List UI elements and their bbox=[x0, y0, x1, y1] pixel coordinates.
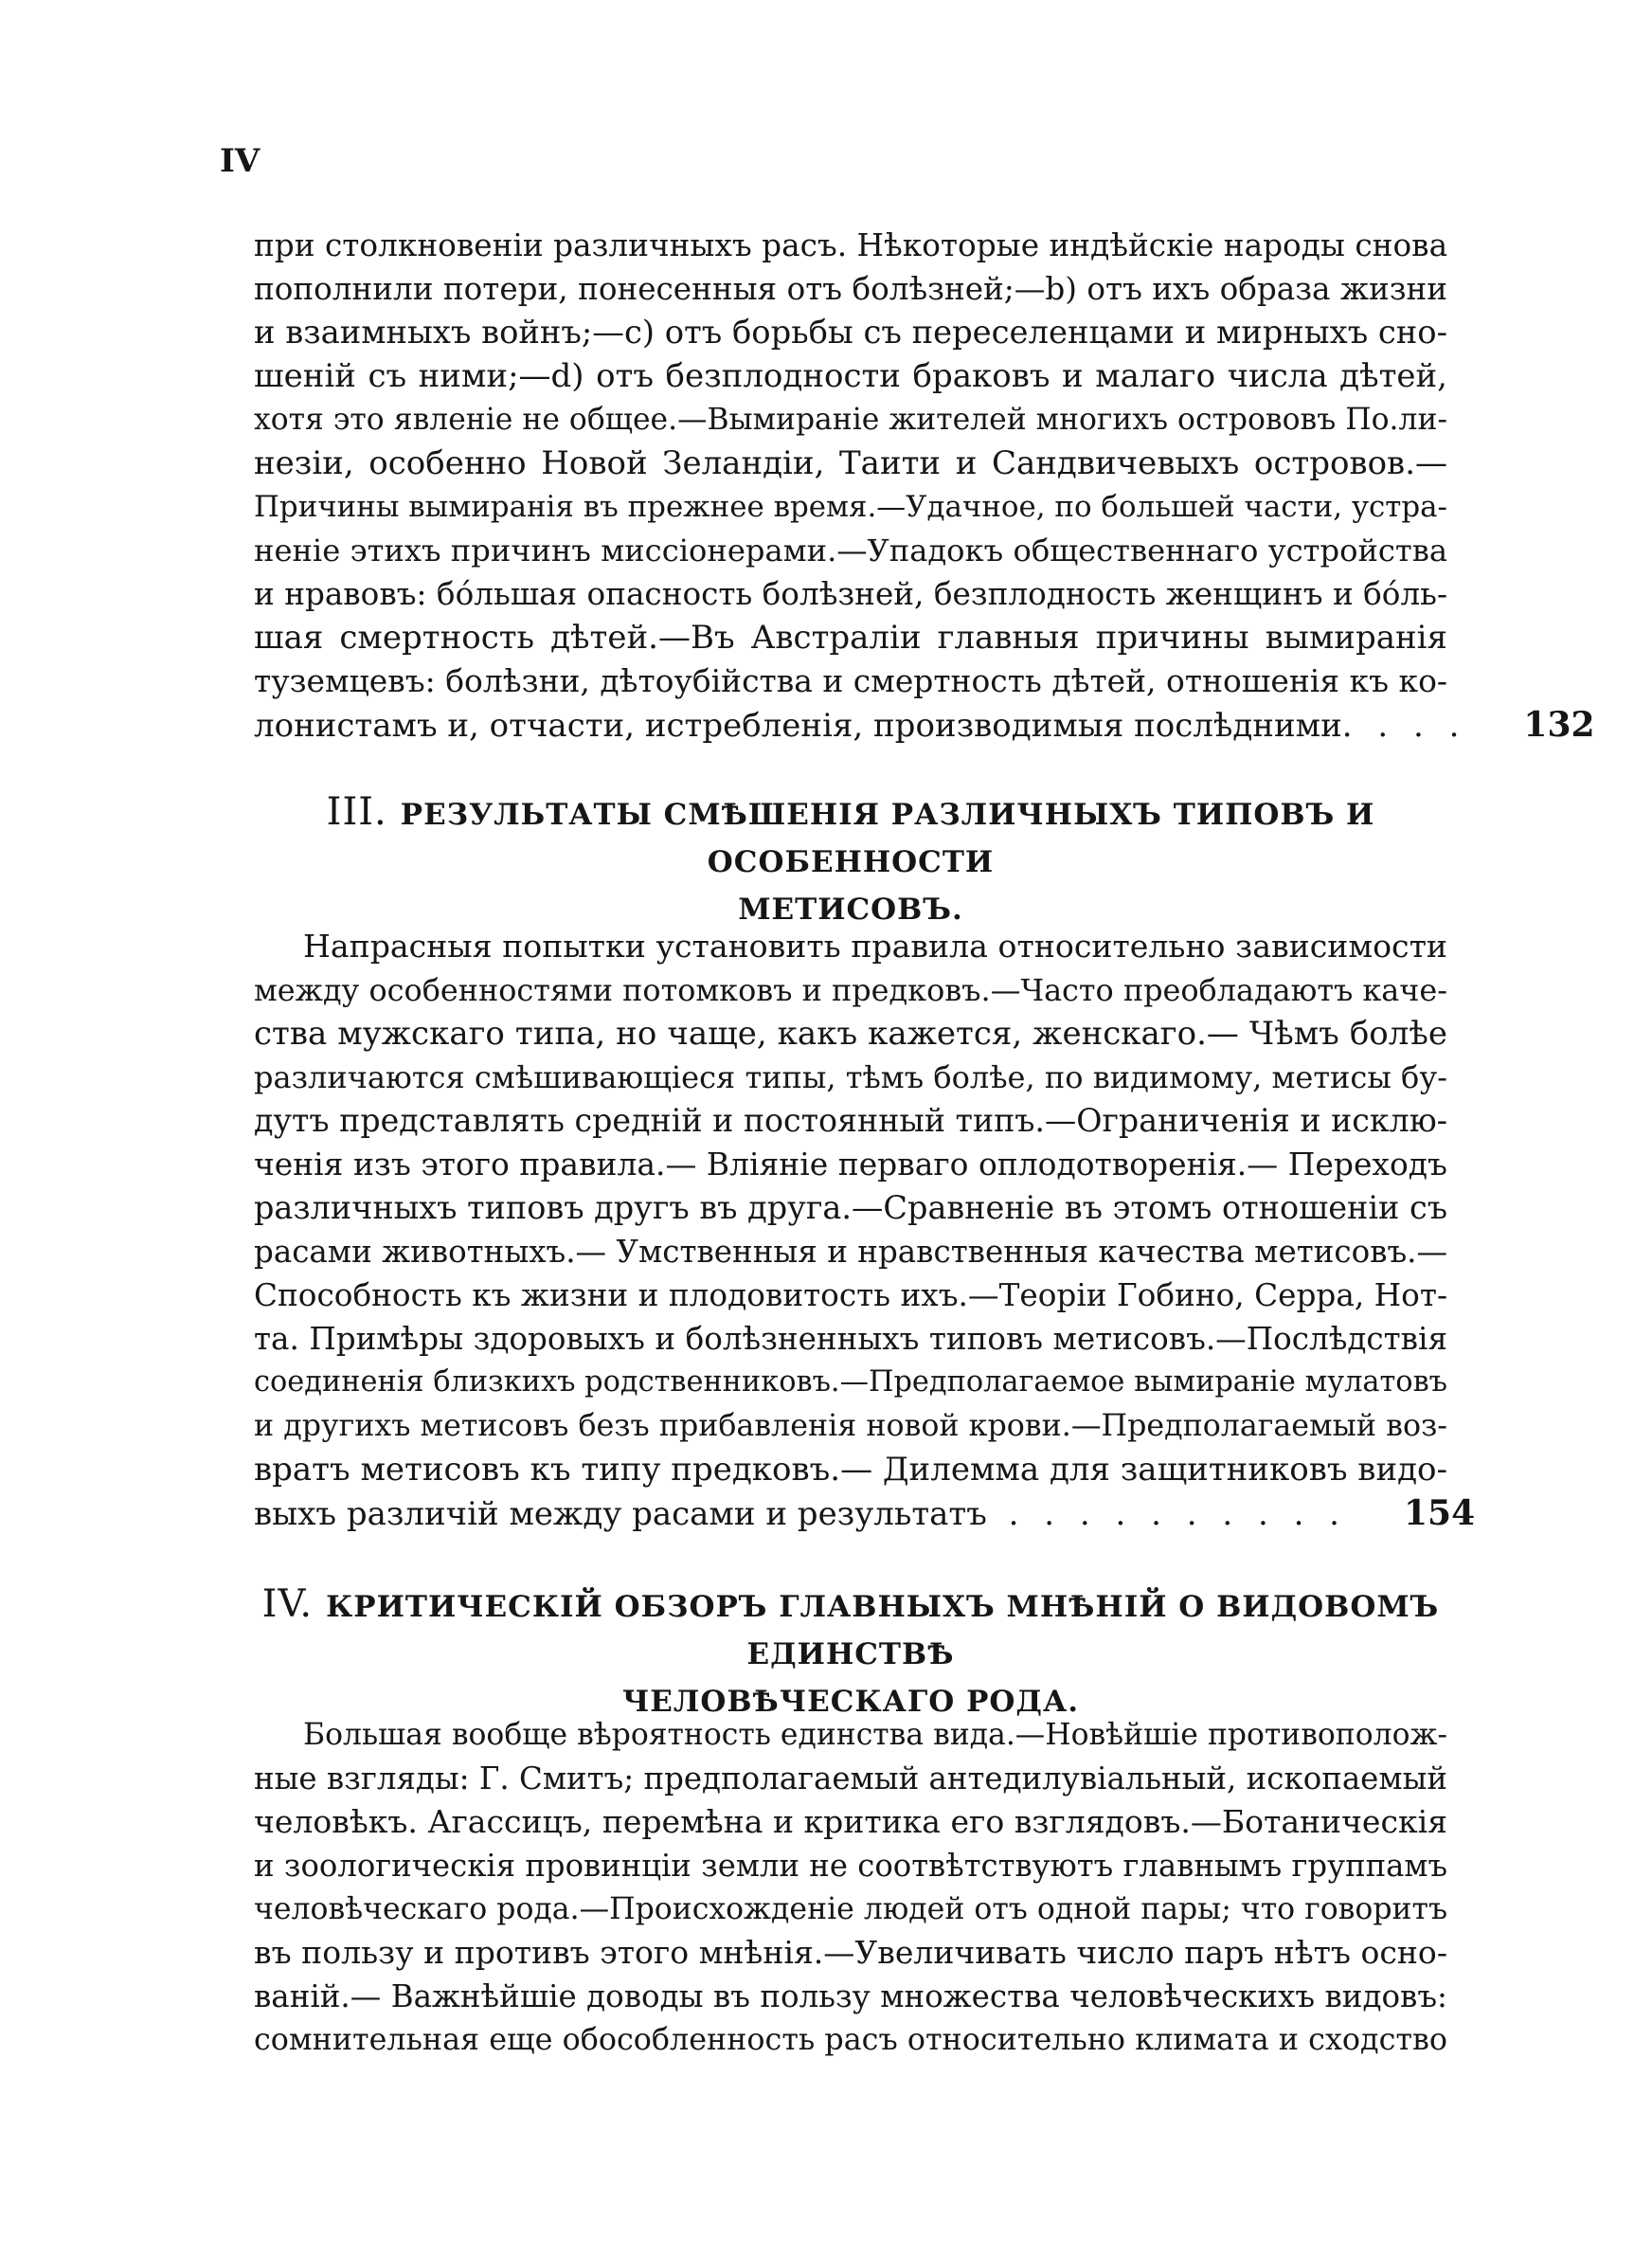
text-line: туземцевъ: болѣзни, дѣтоубійства и смертность дѣтей, отношенія къ ко- bbox=[254, 662, 1447, 699]
text-line: ные взгляды: Г. Смитъ; предполагаемый антедилувіальный, ископаемый bbox=[254, 1760, 1447, 1797]
text-line: неніе этихъ причинъ миссіонерами.—Упадокъ общественнаго устройства bbox=[254, 533, 1447, 569]
text-line: различныхъ типовъ другъ въ друга.—Сравненіе въ этомъ отношеніи съ bbox=[254, 1189, 1448, 1226]
text-line: между особенностями потомковъ и предковъ.—Часто преобладаютъ каче- bbox=[254, 972, 1447, 1008]
section-4-body bbox=[254, 1713, 1447, 2062]
text-line: хотя это явленіе не общее.—Вымираніе жителей многихъ острововъ По.ли- bbox=[254, 403, 1447, 437]
text-line: Напрасныя попытки установить правила относительно зависимости bbox=[303, 928, 1447, 965]
text-line: соединенія близкихъ родственниковъ.—Предполагаемое вымираніе мулатовъ bbox=[254, 1365, 1447, 1399]
leader-dots: . . . . . . . . . . bbox=[1008, 1495, 1347, 1533]
page-reference: 132 bbox=[1523, 705, 1595, 745]
section-numeral: III. bbox=[326, 790, 387, 834]
text-line: шая смертность дѣтей.—Въ Австраліи главныя причины вымиранія bbox=[254, 619, 1447, 657]
section-title-line: МЕТИСОВЪ. bbox=[738, 893, 963, 927]
text-line: человѣческаго рода.—Происхожденіе людей отъ одной пары; что говоритъ bbox=[254, 1892, 1447, 1926]
section-4-heading bbox=[254, 1580, 1447, 1725]
text-line: и нравовъ: бóльшая опасность болѣзней, безплодность женщинъ и бóль- bbox=[254, 576, 1447, 612]
text-line: лонистамъ и, отчасти, истребленія, производимыя послѣдними bbox=[254, 707, 1342, 745]
section-numeral: IV. bbox=[261, 1582, 314, 1626]
section-title-line: ЧЕЛОВѢЧЕСКАГО РОДА. bbox=[621, 1685, 1080, 1719]
text-line: та. Примѣры здоровыхъ и болѣзненныхъ типовъ метисовъ.—Послѣдствія bbox=[254, 1321, 1447, 1357]
text-line: и другихъ метисовъ безъ прибавленія новой крови.—Предполагаемый воз- bbox=[254, 1409, 1447, 1443]
text-line: Большая вообще вѣроятность единства вида.—Новѣйшіе противополож- bbox=[303, 1718, 1447, 1752]
toc-entry-last-line bbox=[254, 1491, 1476, 1535]
section-3-body bbox=[254, 925, 1476, 1535]
text-line: ваній.— Важнѣйшіе доводы въ пользу множества человѣческихъ видовъ: bbox=[254, 1978, 1447, 2014]
section-3-heading bbox=[254, 788, 1447, 933]
text-line: различаются смѣшивающіеся типы, тѣмъ болѣе, по видимому, метисы бу- bbox=[254, 1059, 1447, 1095]
text-line: при столкновеніи различныхъ расъ. Нѣкоторые индѣйскіе народы снова bbox=[254, 227, 1448, 263]
text-line: ченія изъ этого правила.— Вліяніе перваго оплодотворенія.— Переходъ bbox=[254, 1146, 1447, 1183]
leader-dots: . . . . bbox=[1341, 707, 1467, 745]
text-line: и зоологическія провинціи земли не соотвѣтствуютъ главнымъ группамъ bbox=[254, 1848, 1447, 1884]
text-line: выхъ различій между расами и результатъ bbox=[254, 1495, 987, 1533]
text-line: дутъ представлять средній и постоянный типъ.—Ограниченія и исклю- bbox=[254, 1102, 1447, 1139]
toc-entry-last-line bbox=[254, 703, 1595, 747]
text-line: Способность къ жизни и плодовитость ихъ.—Теоріи Гобино, Серра, Нот- bbox=[254, 1277, 1447, 1313]
text-line: сомнительная еще обособленность расъ относительно климата и сходство bbox=[254, 2022, 1447, 2057]
text-line: Причины вымиранія въ прежнее время.—Удачное, по большей части, устра- bbox=[254, 490, 1447, 524]
page-reference: 154 bbox=[1404, 1493, 1476, 1533]
text-line: человѣкъ. Агассицъ, перемѣна и критика его взглядовъ.—Ботаническія bbox=[254, 1803, 1447, 1840]
text-line: вратъ метисовъ къ типу предковъ.— Дилемма для защитниковъ видо- bbox=[254, 1451, 1447, 1489]
text-line: незіи, особенно Новой Зеландіи, Таити и Сандвичевыхъ островов.— bbox=[254, 444, 1447, 482]
section-2-tail bbox=[254, 224, 1595, 747]
section-title-line: РЕЗУЛЬТАТЫ СМѢШЕНІЯ РАЗЛИЧНЫХЪ ТИПОВЪ И ОСОБЕННОСТИ bbox=[400, 798, 1375, 879]
text-line: пополнили потери, понесенныя отъ болѣзней;—b) отъ ихъ образа жизни bbox=[254, 271, 1447, 307]
section-title-line: КРИТИЧЕСКІЙ ОБЗОРЪ ГЛАВНЫХЪ МНѢНІЙ О ВИДОВОМЪ ЕДИНСТВѢ bbox=[326, 1590, 1440, 1671]
text-line: расами животныхъ.— Умственныя и нравственныя качества метисовъ.— bbox=[254, 1234, 1447, 1270]
text-line: ства мужскаго типа, но чаще, какъ кажется, женскаго.— Чѣмъ болѣе bbox=[254, 1015, 1447, 1053]
text-line: и взаимныхъ войнъ;—c) отъ борьбы съ переселенцами и мирныхъ сно- bbox=[254, 314, 1448, 351]
text-line: шеній съ ними;—d) отъ безплодности браковъ и малаго числа дѣтей, bbox=[254, 357, 1447, 395]
page-number: IV bbox=[220, 142, 260, 180]
text-line: въ пользу и противъ этого мнѣнія.—Увеличивать число паръ нѣтъ осно- bbox=[254, 1934, 1447, 1971]
